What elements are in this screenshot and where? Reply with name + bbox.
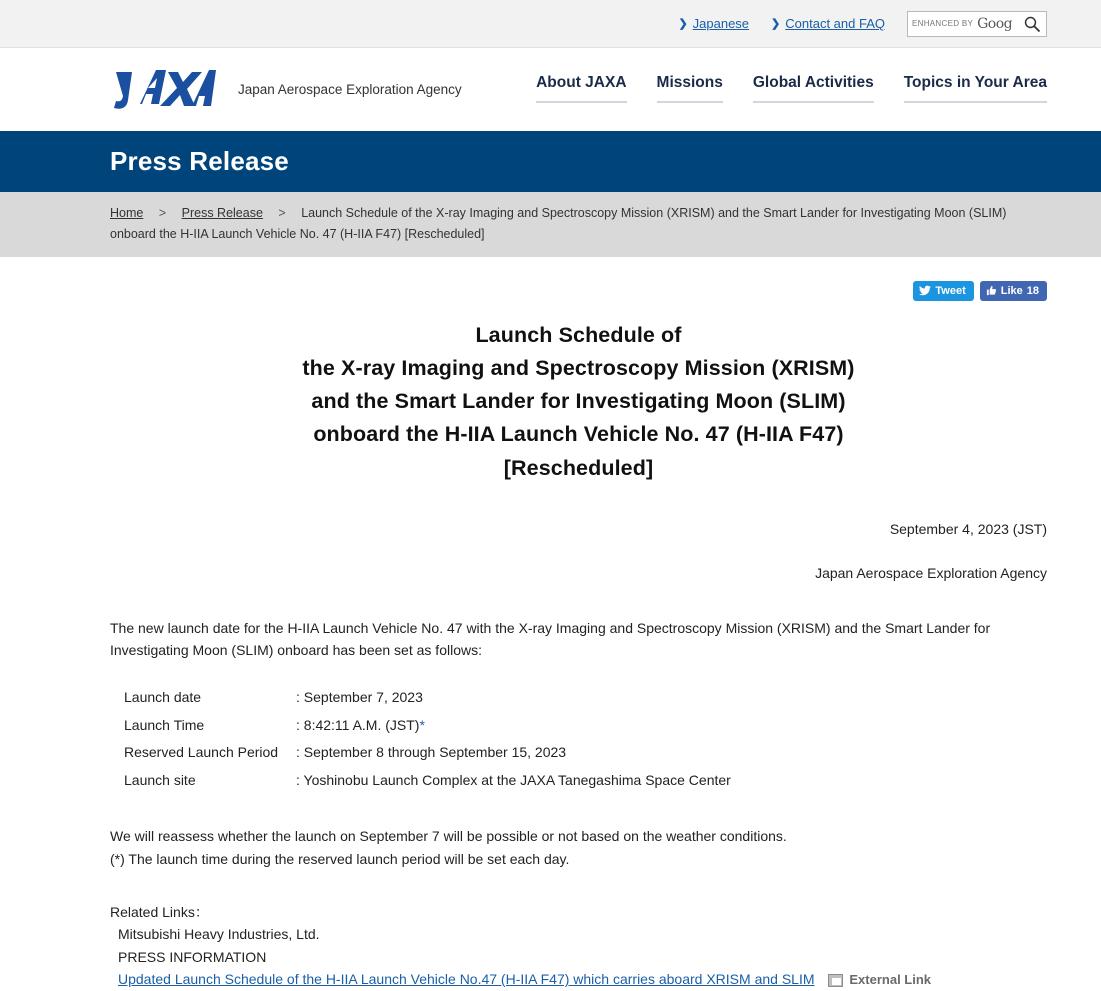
tweet-label: Tweet [935,284,966,297]
utility-bar [0,0,1101,48]
main-nav [536,74,1047,105]
detail-key: Launch date [124,688,202,705]
table-row [124,684,731,712]
article-title-line: the X-ray Imaging and Spectroscopy Mission (XRISM) [302,355,855,380]
jaxa-logo[interactable] [110,64,216,116]
search-enhanced-label: ENHANCED BY [912,19,974,28]
detail-value [292,767,731,795]
detail-value [292,684,731,712]
note-line: (*) The launch time during the reserved launch period will be set each day. [110,850,570,867]
detail-value-text: : 8:42:11 A.M. (JST) [296,716,420,733]
breadcrumb-item-press-release[interactable]: Press Release [181,206,263,220]
chevron-right-icon: ❯ [678,18,688,30]
related-external-link[interactable]: Updated Launch Schedule of the H-IIA Launch Vehicle No.47 (H-IIA F47) which carries aboard XRISM and SLIM [118,970,815,987]
social-share-bar [110,257,1047,301]
search-icon[interactable] [1023,15,1041,33]
nav-item-about-jaxa[interactable]: About JAXA [536,74,626,103]
publication-date: September 4, 2023 (JST) [889,521,1047,538]
detail-asterisk: * [419,716,425,733]
page-title-band [0,131,1101,192]
article-title-line: onboard the H-IIA Launch Vehicle No. 47 (H-IIA F47) [313,422,844,447]
nav-item-global-activities[interactable]: Global Activities [753,74,874,103]
site-header [0,48,1101,131]
external-link-marker [828,970,931,991]
related-links-block [110,901,1047,991]
publishing-agency: Japan Aerospace Exploration Agency [815,565,1047,582]
tweet-button[interactable] [913,281,973,301]
breadcrumb-separator: > [278,206,286,220]
like-label: Like [1000,284,1023,297]
related-links-heading: Related Links： [110,903,209,920]
contact-and-faq-link[interactable] [771,16,885,31]
note-line: We will reassess whether the launch on September 7 will be possible or not based on the weather conditions. [110,827,787,844]
breadcrumb-item-home[interactable]: Home [110,206,144,220]
chevron-right-icon: ❯ [771,18,781,30]
related-link-row [110,968,1047,991]
breadcrumb [0,192,1101,257]
thumbs-up-icon [986,285,997,296]
detail-key: Launch site [124,771,196,788]
table-row [124,712,731,740]
article-title-line: Launch Schedule of [475,322,682,347]
search-brand-label: Goog [977,15,1013,32]
facebook-like-button[interactable] [980,281,1047,301]
detail-value [292,739,731,767]
lead-paragraph: The new launch date for the H-IIA Launch Vehicle No. 47 with the X-ray Imaging and Spectroscopy Mission (XRISM) and the Smart Lander for Investigating Moon (SLIM) onboard has been set as follows: [110,620,991,659]
table-row [124,767,731,795]
breadcrumb-item-current: Launch Schedule of the X-ray Imaging and Spectroscopy Mission (XRISM) and the Smart Lander for Investigating Moon (SLIM) onboard the H-IIA Launch Vehicle No. 47 (H-IIA F47) [Rescheduled] [110,206,1007,242]
article-title [110,319,1047,486]
related-source-section: PRESS INFORMATION [118,948,267,965]
detail-key: Launch Time [124,716,205,733]
external-link-icon [828,974,843,987]
page-title: Press Release [110,146,289,176]
japanese-language-link[interactable] [678,16,749,31]
detail-value-text: : September 8 through September 15, 2023 [296,744,567,761]
contact-and-faq-label: Contact and FAQ [785,16,885,31]
launch-details-table [124,684,731,795]
related-source-company: Mitsubishi Heavy Industries, Ltd. [118,926,320,943]
article-title-line: [Rescheduled] [503,455,654,480]
external-link-label: External Link [849,971,932,987]
logo-area[interactable] [110,64,462,116]
notes-block [110,825,1047,871]
table-row [124,739,731,767]
article-title-line: and the Smart Lander for Investigating Moon (SLIM) [311,389,846,414]
detail-value-text: : September 7, 2023 [296,688,423,705]
nav-item-missions[interactable]: Missions [657,74,723,103]
detail-key: Reserved Launch Period [124,744,279,761]
organization-name: Japan Aerospace Exploration Agency [238,82,462,97]
twitter-bird-icon [919,285,931,296]
detail-value [292,712,731,740]
nav-item-topics-in-your-area[interactable]: Topics in Your Area [904,74,1047,103]
search-input[interactable] [907,11,1047,37]
japanese-link-label: Japanese [692,16,750,31]
main-content [0,257,1101,991]
jaxa-logo-icon [110,64,216,116]
detail-value-text: : Yoshinobu Launch Complex at the JAXA Tanegashima Space Center [296,771,731,788]
breadcrumb-separator: > [158,206,167,220]
like-count: 18 [1026,284,1039,297]
